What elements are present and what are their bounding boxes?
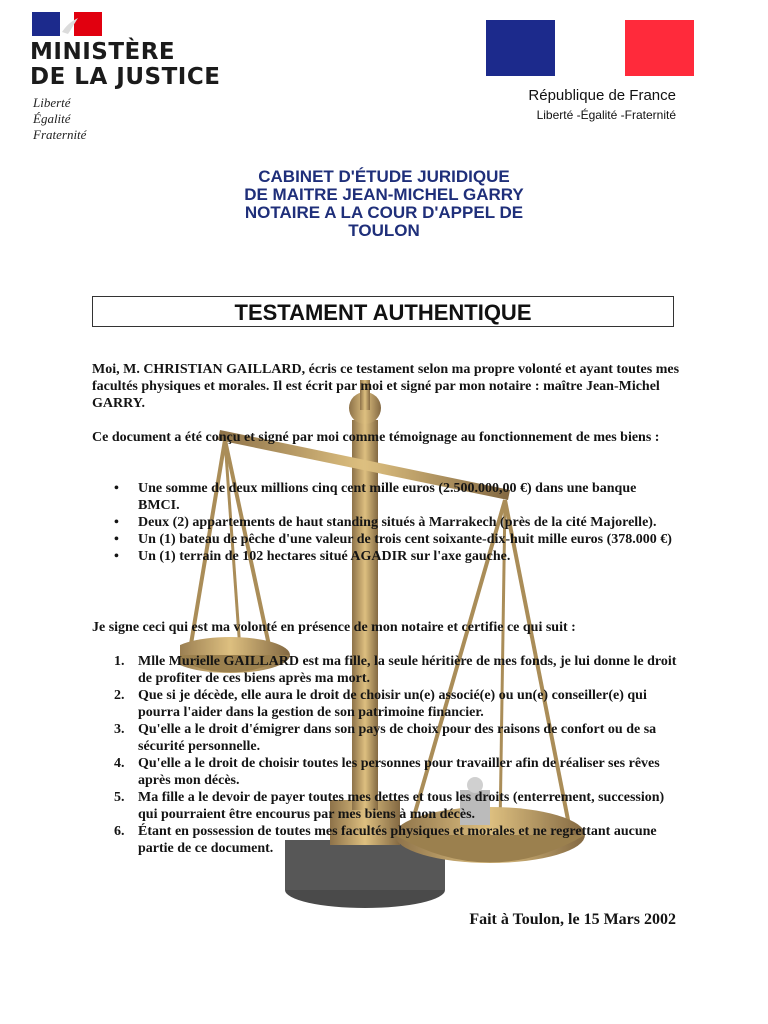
list-item: [114, 755, 678, 789]
signature-line: Fait à Toulon, le 15 Mars 2002: [469, 911, 676, 928]
marianne-emblem-icon: [32, 12, 102, 36]
clause-text: Qu'elle a le droit de choisir toutes les personnes pour travailler afin de réaliser ses rêves après mon décès.: [138, 756, 660, 788]
list-item: • Un (1) terrain de 102 hectares situé AGADIR sur l'axe gauche.: [138, 548, 678, 565]
french-flag: [486, 20, 694, 76]
list-item: [114, 823, 678, 857]
ministry-logo: [30, 10, 240, 150]
list-item: [114, 789, 678, 823]
clause-number: 3.: [114, 722, 125, 737]
list-item: • Un (1) bateau de pêche d'une valeur de trois cent soixante-dix-huit mille euros (378.000 €): [138, 531, 678, 548]
document-title-box: [92, 296, 674, 327]
flag-white-band: [555, 20, 624, 76]
ministry-motto: Liberté Égalité Fraternité: [33, 95, 87, 142]
list-item: [114, 653, 678, 687]
list-item: [114, 687, 678, 721]
clause-text: Qu'elle a le droit d'émigrer dans son pays de choix pour des raisons de confort ou de sa sécurité personnelle.: [138, 722, 657, 754]
clause-number: 4.: [114, 756, 125, 771]
clause-number: 1.: [114, 654, 125, 669]
assets-intro-paragraph: Ce document a été conçu et signé par moi comme témoignage au fonctionnement de mes biens :: [92, 430, 660, 445]
list-item: [114, 721, 678, 755]
clause-text: Ma fille a le devoir de payer toutes mes dettes et tous les droits (enterrement, succession) qui pourraient être encourus par mes biens à mon décès.: [138, 790, 665, 822]
clause-text: Étant en possession de toutes mes facultés physiques et morales et ne regrettant aucune partie de ce document.: [138, 824, 657, 856]
list-item: • Deux (2) appartements de haut standing situés à Marrakech (près de la cité Majorelle).: [138, 514, 678, 531]
flag-blue-band: [486, 20, 555, 76]
flag-red-band: [625, 20, 694, 76]
clauses-list: [114, 653, 678, 857]
clause-number: 2.: [114, 688, 125, 703]
document-title: TESTAMENT AUTHENTIQUE: [234, 300, 532, 325]
ministry-name: MINISTÈRE DE LA JUSTICE: [30, 39, 221, 90]
clause-text: Mlle Murielle GAILLARD est ma fille, la seule héritière de mes fonds, je lui donne le droit de profiter de ces biens après ma mort.: [138, 654, 677, 686]
republic-motto: Liberté -Égalité -Fraternité: [536, 108, 676, 122]
clause-number: 5.: [114, 790, 125, 805]
list-item: • Une somme de deux millions cinq cent mille euros (2.500.000,00 €) dans une banque BMCI.: [138, 480, 678, 514]
declaration-intro-paragraph: Je signe ceci qui est ma volonté en présence de mon notaire et certifie ce qui suit :: [92, 620, 576, 635]
cabinet-heading: CABINET D'ÉTUDE JURIDIQUE DE MAITRE JEAN-MICHEL GARRY NOTAIRE A LA COUR D'APPEL DE TOULON: [244, 167, 524, 240]
intro-paragraph: Moi, M. CHRISTIAN GAILLARD, écris ce testament selon ma propre volonté et ayant toutes mes facultés physiques et morales. Il est écrit par moi et signé par mon notaire : maître Jean-Michel GARRY.: [92, 362, 680, 411]
republic-name: République de France: [528, 87, 676, 104]
clause-text: Que si je décède, elle aura le droit de choisir un(e) associé(e) ou un(e) conseiller(e) qui pourra l'aider dans la gestion de son patrimoine financier.: [138, 688, 647, 720]
clause-number: 6.: [114, 824, 125, 839]
assets-list: [138, 480, 678, 565]
